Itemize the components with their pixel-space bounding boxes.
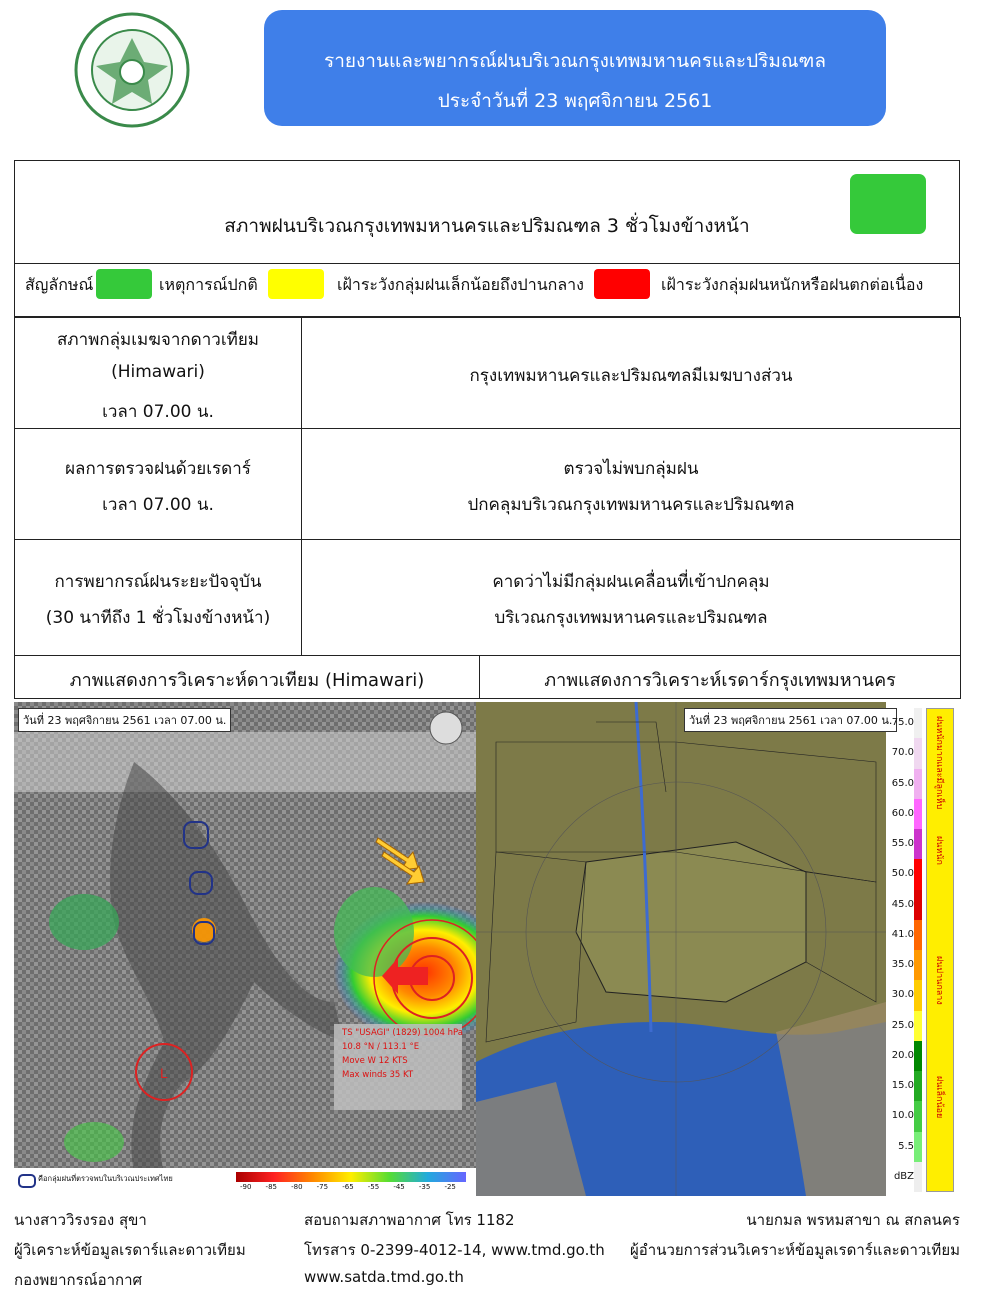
row2-value-line1: ตรวจไม่พบกลุ่มฝน xyxy=(563,459,699,479)
legend-label-light-rain: เฝ้าระวังกลุ่มฝนเล็กน้อยถึงปานกลาง xyxy=(337,275,584,294)
radar-scale-swatch xyxy=(914,799,922,829)
department-logo xyxy=(72,10,192,130)
radar-caption-cell xyxy=(479,655,961,699)
radar-scale-label: 75.0 xyxy=(891,717,914,729)
rain-status-indicator xyxy=(850,174,926,234)
director-name: นายกมล พรหมสาขา ณ สกลนคร xyxy=(746,1211,960,1229)
radar-timestamp: วันที่ 23 พฤศจิกายน 2561 เวลา 07.00 น. xyxy=(684,708,897,732)
radar-scale-swatch xyxy=(914,1071,922,1101)
radar-scale-label: 70.0 xyxy=(891,747,914,759)
sat-scale-label: -85 xyxy=(265,1183,277,1191)
director-title: ผู้อำนวยการส่วนวิเคราะห์ข้อมูลเรดาร์และดาวเทียม xyxy=(629,1241,960,1259)
contact-website: www.satda.tmd.go.th xyxy=(304,1268,464,1286)
sat-scale-label: -65 xyxy=(342,1183,354,1191)
row1-label-line3: เวลา 07.00 น. xyxy=(102,402,214,422)
sat-scale-label: -75 xyxy=(316,1183,329,1191)
sat-scale-label: -55 xyxy=(367,1183,380,1191)
satellite-legend-bar xyxy=(14,1168,476,1196)
satellite-caption: ภาพแสดงการวิเคราะห์ดาวเทียม (Himawari) xyxy=(69,670,425,691)
row1-label-line2: (Himawari) xyxy=(111,362,205,382)
legend-prefix: สัญลักษณ์ xyxy=(25,275,94,294)
radar-scale-swatch xyxy=(914,920,922,950)
storm-info-line2: 10.8 °N / 113.1 °E xyxy=(342,1042,420,1052)
analyst-division: กองพยากรณ์อากาศ xyxy=(14,1271,143,1289)
report-title-banner xyxy=(264,10,886,126)
contact-fax: โทรสาร 0-2399-4012-14, www.tmd.go.th xyxy=(304,1241,605,1259)
nowcast-value-cell xyxy=(301,539,961,656)
radar-scale-swatch xyxy=(914,1132,922,1162)
nowcast-label-cell xyxy=(14,539,302,656)
radar-scale-swatch xyxy=(914,738,922,768)
rain-status-box xyxy=(14,160,960,264)
radar-scale-label: 65.0 xyxy=(891,777,914,789)
svg-text:L: L xyxy=(160,1065,168,1081)
rain-status-title: สภาพฝนบริเวณกรุงเทพมหานครและปริมณฑล 3 ชั่วโมงข้างหน้า xyxy=(224,215,750,237)
legend-row xyxy=(14,263,960,317)
radar-caption: ภาพแสดงการวิเคราะห์เรดาร์กรุงเทพมหานคร xyxy=(544,670,896,691)
radar-scale-label: 5.5 xyxy=(898,1140,914,1152)
row3-label-line2: (30 นาทีถึง 1 ชั่วโมงข้างหน้า) xyxy=(45,608,271,628)
row1-label-line1: สภาพกลุ่มเมฆจากดาวเทียม xyxy=(57,330,259,350)
radar-scale-label: 45.0 xyxy=(891,898,914,910)
radar-scale-label: 10.0 xyxy=(891,1110,914,1122)
row3-value-line2: บริเวณกรุงเทพมหานครและปริมณฑล xyxy=(494,608,768,628)
sat-scale-label: -80 xyxy=(291,1183,303,1191)
radar-scale-swatch xyxy=(914,769,922,799)
radar-category-label: ฝนหนัก xyxy=(934,836,944,865)
radar-scale-swatch xyxy=(914,859,922,889)
legend-label-normal: เหตุการณ์ปกติ xyxy=(159,275,258,294)
row2-value-line2: ปกคลุมบริเวณกรุงเทพมหานครและปริมณฑล xyxy=(467,495,795,515)
radar-scale-swatch xyxy=(914,1162,922,1192)
radar-scale-swatch xyxy=(914,1011,922,1041)
storm-info-line1: TS "USAGI" (1829) 1004 hPa xyxy=(342,1028,463,1038)
satellite-label-cell xyxy=(14,317,302,429)
sat-scale-label: -35 xyxy=(418,1183,431,1191)
radar-scale-label: 60.0 xyxy=(891,807,914,819)
radar-category-label: ฝนเล็กน้อย xyxy=(934,1076,944,1119)
radar-scale-label: 41.0 xyxy=(891,928,914,940)
radar-scale-swatch xyxy=(914,890,922,920)
report-date: ประจำวันที่ 23 พฤศจิกายน 2561 xyxy=(437,90,713,112)
legend-swatch-green xyxy=(96,269,152,299)
satellite-value-cell xyxy=(301,317,961,429)
storm-info-line4: Max winds 35 KT xyxy=(342,1070,414,1080)
radar-image xyxy=(476,702,960,1196)
analyst-title: ผู้วิเคราะห์ข้อมูลเรดาร์และดาวเทียม xyxy=(14,1241,246,1259)
sat-scale-label: -25 xyxy=(444,1183,456,1191)
radar-scale-swatch xyxy=(914,829,922,859)
radar-value-cell xyxy=(301,428,961,540)
legend-label-heavy-rain: เฝ้าระวังกลุ่มฝนหนักหรือฝนตกต่อเนื่อง xyxy=(661,275,924,294)
satellite-caption-cell xyxy=(14,655,480,699)
radar-dbz-scale xyxy=(888,708,958,1192)
storm-info xyxy=(342,1026,463,1082)
radar-scale-label: 50.0 xyxy=(891,868,914,880)
report-title: รายงานและพยากรณ์ฝนบริเวณกรุงเทพมหานครและปริมณฑล xyxy=(324,50,826,72)
sat-scale-label: -45 xyxy=(393,1183,405,1191)
radar-scale-swatch xyxy=(914,980,922,1010)
storm-info-line3: Move W 12 KTS xyxy=(342,1056,408,1066)
legend-swatch-red xyxy=(594,269,650,299)
row1-value-line1: กรุงเทพมหานครและปริมณฑลมีเมฆบางส่วน xyxy=(469,366,793,386)
satellite-timestamp: วันที่ 23 พฤศจิกายน 2561 เวลา 07.00 น. xyxy=(18,708,231,732)
radar-scale-swatch xyxy=(914,950,922,980)
radar-scale-swatch xyxy=(914,1041,922,1071)
row3-label-line1: การพยากรณ์ฝนระยะปัจจุบัน xyxy=(54,572,262,592)
radar-category-label: ฝนหนักมากและมีลูกเห็บ xyxy=(934,716,944,810)
radar-category-label: ฝนปานกลาง xyxy=(934,956,944,1005)
radar-scale-label: 35.0 xyxy=(891,959,914,971)
radar-scale-label: 15.0 xyxy=(891,1080,914,1092)
sat-scale-label: -90 xyxy=(240,1183,252,1191)
row3-value-line1: คาดว่าไม่มีกลุ่มฝนเคลื่อนที่เข้าปกคลุม xyxy=(492,572,770,592)
sat-legend-note: คือกลุ่มฝนที่ตรวจพบในบริเวณประเทศไทย xyxy=(38,1174,173,1183)
rain-outline-icon xyxy=(18,1174,36,1188)
radar-scale-label: 30.0 xyxy=(891,989,914,1001)
radar-scale-label: 25.0 xyxy=(891,1019,914,1031)
radar-scale-label: 20.0 xyxy=(891,1049,914,1061)
radar-label-cell xyxy=(14,428,302,540)
satellite-image xyxy=(14,702,476,1196)
radar-scale-label: 55.0 xyxy=(891,838,914,850)
analyst-name: นางสาววิรงรอง สุขา xyxy=(14,1211,147,1229)
contact-phone: สอบถามสภาพอากาศ โทร 1182 xyxy=(304,1211,515,1229)
sat-temperature-scale xyxy=(236,1172,466,1182)
radar-scale-label: dBZ xyxy=(893,1170,914,1182)
sat-scale-labels xyxy=(236,1183,466,1193)
radar-scale-swatch xyxy=(914,708,922,738)
radar-scale-swatch xyxy=(914,1101,922,1131)
legend-swatch-yellow xyxy=(268,269,324,299)
row2-label-line1: ผลการตรวจฝนด้วยเรดาร์ xyxy=(65,459,251,479)
row2-label-line2: เวลา 07.00 น. xyxy=(102,495,214,515)
